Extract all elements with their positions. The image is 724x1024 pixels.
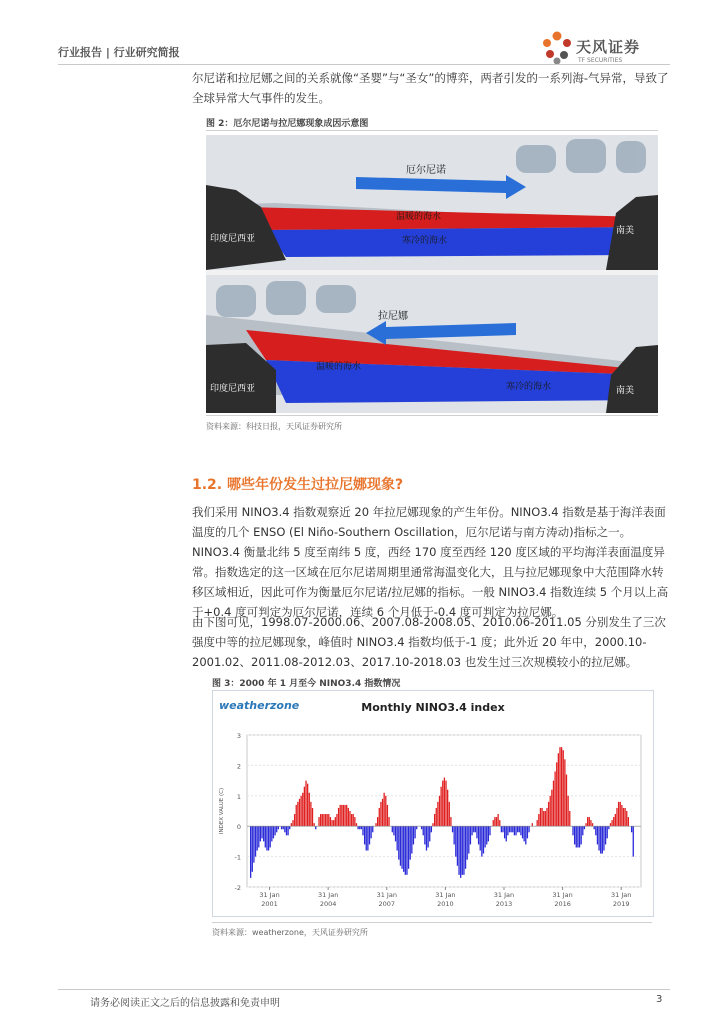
index-bar [576,826,577,847]
index-bar [584,826,585,829]
index-bar [384,793,385,826]
x-tick-label: 2001 [261,900,278,908]
warm-water-label-2: 温暖的海水 [316,362,362,372]
index-bar [442,781,443,827]
index-bar [486,826,487,844]
index-bar [388,817,389,826]
x-tick-label: 31 Jan [611,891,632,899]
index-bar [335,817,336,826]
index-bar [328,814,329,826]
index-bar [250,826,251,878]
index-bar [590,820,591,826]
index-bar [312,808,313,826]
warm-water-label: 温暖的海水 [396,212,442,222]
index-bar [457,826,458,866]
index-bar [426,826,427,850]
index-bar [413,826,414,844]
indonesia-label-2: 印度尼西亚 [210,384,256,394]
index-bar [403,826,404,872]
index-bar [320,814,321,826]
index-bar [525,826,526,844]
index-bar [447,790,448,826]
index-bar [465,826,466,869]
index-bar [541,808,542,826]
index-bar [380,802,381,826]
index-bar [504,826,505,838]
index-bar [605,826,606,844]
figure2-title: 图 2：厄尔尼诺与拉尼娜现象成因示意图 [206,119,369,129]
index-bar [405,826,406,875]
indonesia-label: 印度尼西亚 [210,234,256,244]
index-bar [540,808,541,826]
x-tick-label: 31 Jan [376,891,397,899]
index-bar [377,817,378,826]
index-bar [416,826,417,829]
index-bar [603,826,604,850]
index-bar [266,826,267,850]
index-bar [520,826,521,835]
index-bar [496,817,497,826]
index-bar [400,826,401,866]
index-bar [284,826,285,832]
index-bar [564,759,565,826]
index-bar [509,826,510,832]
index-bar [633,826,634,856]
index-bar [454,826,455,844]
index-bar [546,808,547,826]
index-bar [600,826,601,853]
index-bar [349,811,350,826]
index-bar [484,826,485,847]
index-bar [514,826,515,835]
index-bar [310,802,311,826]
logo-text-cn: 天风证券 [576,38,641,56]
x-tick-label: 31 Jan [317,891,339,899]
index-bar [517,826,518,832]
index-bar [410,826,411,859]
index-bar [343,805,344,826]
index-bar [351,814,352,826]
index-bar [561,747,562,826]
index-bar [566,775,567,827]
index-bar [398,826,399,859]
index-bar [574,826,575,844]
x-tick-label: 31 Jan [435,891,456,899]
index-bar [411,826,412,853]
index-bar [543,811,544,826]
index-bar [439,796,440,826]
index-bar [577,826,578,847]
el-nino-label: 厄尔尼诺 [406,165,446,176]
index-bar [631,826,632,832]
index-bar [480,826,481,850]
index-bar [598,826,599,850]
index-bar [444,778,445,827]
index-bar [265,826,266,847]
index-bar [476,826,477,838]
index-bar [327,814,328,826]
index-bar [499,820,500,826]
index-bar [414,826,415,838]
south-america-label-2: 南美 [616,386,635,396]
index-bar [548,802,549,826]
index-bar [393,826,394,835]
index-bar [497,814,498,826]
index-bar [481,826,482,856]
x-tick-label: 2004 [319,900,337,908]
index-bar [305,781,306,827]
figure3-rule [212,922,652,923]
figure2-bottom-rule [206,415,658,416]
index-bar [563,750,564,826]
index-bar [421,826,422,829]
index-bar [346,805,347,826]
x-tick-label: 2013 [495,900,513,908]
index-bar [567,796,568,826]
index-bar [463,826,464,875]
index-bar [579,826,580,847]
index-bar [427,826,428,847]
y-tick-label: 0 [236,823,241,832]
index-bar [283,826,284,829]
index-bar [344,805,345,826]
index-bar [597,826,598,844]
index-bar [367,826,368,850]
index-bar [455,826,456,856]
index-bar [356,823,357,826]
index-bar [276,826,277,832]
x-tick-label: 2019 [612,900,630,908]
header-divider [58,64,670,65]
index-bar [494,817,495,826]
index-bar [286,826,287,835]
chart-canvas [213,691,653,916]
index-bar [369,826,370,844]
y-tick-label: 2 [236,762,241,771]
la-nina-label: 拉尼娜 [378,311,408,322]
report-category: 行业报告 | 行业研究简报 [58,46,180,59]
index-bar [385,796,386,826]
y-tick-label: -2 [234,884,241,892]
index-bar [406,826,407,875]
index-bar [382,799,383,826]
index-bar [432,823,433,826]
index-bar [582,826,583,835]
y-tick-label: 3 [236,732,241,740]
index-bar [258,826,259,847]
index-bar [478,826,479,844]
y-tick-label: 1 [236,792,241,801]
index-bar [336,814,337,826]
index-bar [602,826,603,853]
cold-water-label-2: 寒冷的海水 [506,382,552,392]
index-bar [626,811,627,826]
index-bar [572,826,573,835]
logo-text-en: TF SECURITIES [578,57,623,64]
index-bar [537,820,538,826]
weatherzone-logo: weatherzone [219,699,300,712]
index-bar [268,826,269,850]
figure2-rule [206,130,658,131]
index-bar [585,823,586,826]
index-bar [569,811,570,826]
index-bar [610,823,611,826]
index-bar [297,802,298,826]
index-bar [322,814,323,826]
index-bar [362,826,363,835]
index-bar [325,814,326,826]
index-bar [506,826,507,841]
el-nino-panel [206,135,658,270]
index-bar [623,808,624,826]
index-bar [287,826,288,835]
index-bar [616,808,617,826]
x-tick-label: 31 Jan [493,891,515,899]
index-bar [260,826,261,841]
x-tick-label: 2007 [378,900,396,908]
index-bar [291,823,292,826]
enso-diagram [206,135,658,413]
x-tick-label: 31 Jan [552,891,573,899]
index-bar [261,826,262,838]
x-tick-label: 2010 [437,900,454,908]
index-bar [323,814,324,826]
index-bar [501,826,502,832]
index-bar [357,826,358,829]
index-bar [628,817,629,826]
figure3-title: 图 3：2000 年 1 月至今 NINO3.4 指数情况 [212,679,401,689]
section-title: 1.2. 哪些年份发生过拉尼娜现象? [192,477,404,493]
section-paragraph-1: 我们采用 NINO3.4 指数观察近 20 年拉尼娜现象的产生年份。NINO3.4 指数是基于海洋表面温度的几个 ENSO (El Niño-Southern Oscillation，厄尔尼诺与南方涛动)指标之一。NINO3.4 衡量北纬 5 度至南纬 5 度，西经 170 度至西经 120 度区域的平均海洋表面温度异常。指数选定的这一区域在厄尔尼诺周期里通常海温变化大，且与拉尼娜现象中大范围降水转移区域相近，因此可作为衡量厄尔尼诺/拉尼娜的指标。一般 NINO3.4 指数连续 5 个月以上高于+0.4 度可判定为厄尔尼诺，连续 6 个月低于-0.4 度可判定为拉尼娜。 [192,505,669,619]
index-bar [307,784,308,827]
index-bar [624,808,625,826]
index-bar [348,808,349,826]
index-bar [253,826,254,862]
index-bar [592,823,593,826]
index-bar [587,817,588,826]
page-header [58,40,670,64]
index-bar [331,820,332,826]
index-bar [333,820,334,826]
index-bar [502,826,503,832]
index-bar [551,790,552,826]
nino-chart [212,690,654,917]
index-bar [594,826,595,829]
index-bar [330,817,331,826]
index-bar [595,826,596,835]
index-bar [313,823,314,826]
index-bar [366,826,367,850]
index-bar [493,820,494,826]
index-bar [589,817,590,826]
index-bar [263,826,264,841]
index-bar [353,814,354,826]
index-bar [431,826,432,832]
index-bar [387,805,388,826]
index-bar [538,814,539,826]
index-bar [424,826,425,844]
index-bar [527,826,528,838]
index-bar [434,814,435,826]
index-bar [395,826,396,841]
index-bar [475,826,476,832]
index-bar [515,826,516,835]
index-bar [467,826,468,859]
index-bar [397,826,398,850]
cold-water-label: 寒冷的海水 [402,236,448,246]
la-nina-panel [206,275,658,413]
index-bar [294,814,295,826]
y-axis-label: INDEX VALUE (C) [219,787,225,835]
index-bar [440,787,441,827]
figure3-source: 资料来源：weatherzone，天风证券研究所 [212,928,368,937]
index-bar [270,826,271,847]
index-bar [379,808,380,826]
index-bar [468,826,469,853]
index-bar [470,826,471,844]
index-bar [613,817,614,826]
index-bar [488,826,489,841]
index-bar [436,808,437,826]
index-bar [273,826,274,838]
index-bar [489,826,490,835]
x-tick-label: 31 Jan [259,891,280,899]
index-bar [278,826,279,829]
intro-paragraph: 尔尼诺和拉尼娜之间的关系就像“圣婴”与“圣女”的博弈，两者引发的一系列海-气异常，导致了全球异常大气事件的发生。 [192,71,669,105]
index-bar [510,826,511,832]
index-bar [289,826,290,829]
index-bar [471,826,472,835]
index-bar [445,781,446,827]
index-bar [550,796,551,826]
index-bar [257,826,258,850]
index-bar [615,814,616,826]
index-bar [304,787,305,827]
index-bar [458,826,459,875]
south-america-label: 南美 [616,226,635,236]
index-bar [611,820,612,826]
index-bar [528,826,529,832]
index-bar [274,826,275,835]
index-bar [341,805,342,826]
index-bar [340,805,341,826]
index-bar [392,826,393,832]
index-bar [559,747,560,826]
index-bar [423,826,424,835]
index-bar [364,826,365,844]
footer-divider [58,989,670,990]
index-bar [452,826,453,832]
index-bar [558,753,559,826]
index-bar [401,826,402,869]
index-bar [524,826,525,841]
footer-disclaimer: 请务必阅读正文之后的信息披露和免责申明 [90,998,280,1009]
index-bar [408,826,409,869]
index-bar [296,805,297,826]
index-bar [450,817,451,826]
index-bar [512,826,513,832]
index-bar [354,817,355,826]
index-bar [315,826,316,829]
index-bar [429,826,430,841]
index-bar [507,826,508,835]
index-bar [281,826,282,829]
figure2-source: 资料来源：科技日报，天风证券研究所 [206,422,342,431]
index-bar [372,826,373,832]
index-bar [370,826,371,838]
index-bar [553,781,554,827]
index-bar [302,793,303,826]
page-number: 3 [656,994,663,1005]
index-bar [522,826,523,838]
index-bar [607,826,608,838]
y-tick-label: -1 [234,853,241,862]
chart-title: Monthly NINO3.4 index [361,701,505,714]
index-bar [318,817,319,826]
index-bar [460,826,461,878]
index-bar [299,799,300,826]
index-bar [581,826,582,844]
index-bar [375,823,376,826]
index-bar [620,802,621,826]
x-tick-label: 2016 [554,900,571,908]
index-bar [545,811,546,826]
index-bar [271,826,272,841]
index-bar [473,826,474,832]
index-bar [556,762,557,826]
index-bar [519,826,520,832]
index-bar [338,808,339,826]
index-bar [300,796,301,826]
index-bar [483,826,484,853]
index-bar [255,826,256,856]
index-bar [554,771,555,826]
section-paragraph-2: 由下图可见，1998.07-2000.06、2007.08-2008.05、2010.06-2011.05 分别发生了三次强度中等的拉尼娜现象，峰值时 NINO3.4 指数均低于-1 度；此外近 20 年中，2000.10-2001.02、2011.08-2012.03、2017.10-2018.03 也发生过三次规模较小的拉尼娜。 [192,615,666,669]
index-bar [462,826,463,875]
index-bar [437,802,438,826]
index-bar [608,826,609,829]
index-bar [361,826,362,829]
index-bar [292,820,293,826]
index-bar [618,802,619,826]
index-bar [359,826,360,829]
index-bar [252,826,253,872]
index-bar [621,805,622,826]
index-bar [532,823,533,826]
index-bar [449,802,450,826]
index-bar [309,793,310,826]
logo-mark-icon [540,30,574,66]
